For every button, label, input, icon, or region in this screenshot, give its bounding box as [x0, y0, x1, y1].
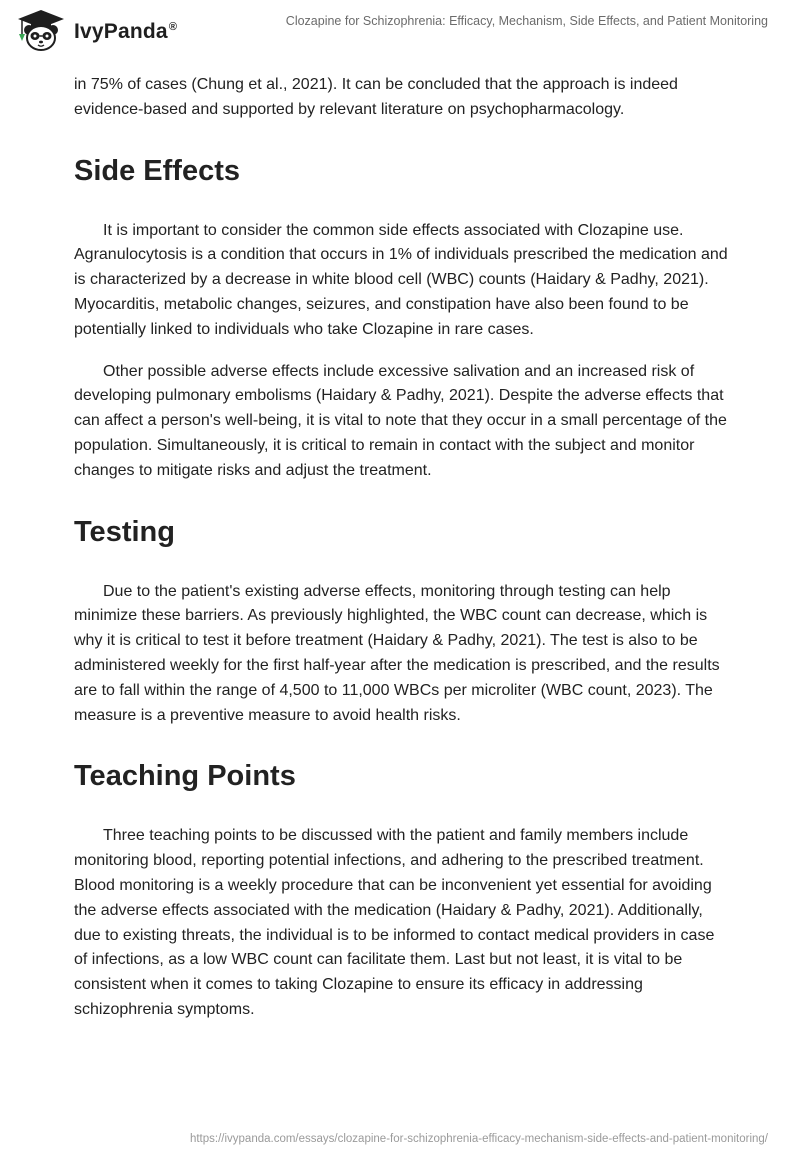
intro-paragraph: in 75% of cases (Chung et al., 2021). It can be concluded that the approach is indeed evidence-based and supported by relevant literature on psychopharmacology. [74, 76, 678, 118]
section-heading-teaching-points: Teaching Points [74, 760, 296, 793]
panda-logo-icon [14, 8, 68, 52]
section-heading-testing: Testing [74, 515, 175, 548]
logo-text: IvyPanda® [74, 20, 178, 43]
teaching-points-paragraph: Three teaching points to be discussed with the patient and family members include monitoring blood, reporting potential infections, and adhering to the prescribed treatment. Blood monitoring is a weekly procedure that can be inconvenient yet essential for avoiding the adverse effects associated with the medication (Haidary & Padhy, 2021). Additionally, due to existing threats, the individual is to be informed to contact medical providers in case of infections, as a low WBC count can facilitate them. Last but not least, it is vital to be consistent when it comes to taking Clozapine to ensure its efficacy in addressing schizophrenia symptoms. [74, 827, 715, 1018]
ivypanda-logo[interactable] [14, 8, 177, 52]
side-effects-paragraph-1: It is important to consider the common side effects associated with Clozapine use. Agranulocytosis is a condition that occurs in 1% of individuals prescribed the medication and is characterized by a decrease in white blood cell (WBC) counts (Haidary & Padhy, 2021). Myocarditis, metabolic changes, seizures, and constipation have also been found to be potentially linked to individuals who take Clozapine in rare cases. [74, 221, 728, 338]
essay-body [74, 73, 728, 1023]
side-effects-paragraph-2: Other possible adverse effects include excessive salivation and an increased risk of developing pulmonary embolisms (Haidary & Padhy, 2021). Despite the adverse effects that can affect a person's well-being, it is vital to note that they occur in a small percentage of the population. Simultaneously, it is critical to remain in contact with the subject and monitor changes to mitigate risks and adjust the treatment. [74, 362, 727, 479]
page-header [0, 0, 800, 60]
testing-paragraph: Due to the patient's existing adverse effects, monitoring through testing can help minimize these barriers. As previously highlighted, the WBC count can decrease, which is why it is critical to test it before treatment (Haidary & Padhy, 2021). The test is also to be administered weekly for the first half-year after the medication is prescribed, and the results are to fall within the range of 4,500 to 11,000 WBCs per microliter (WBC count, 2023). The measure is a preventive measure to avoid health risks. [74, 582, 720, 724]
document-title: Clozapine for Schizophrenia: Efficacy, Mechanism, Side Effects, and Patient Monitoring [285, 14, 768, 28]
section-heading-side-effects: Side Effects [74, 154, 240, 187]
registered-mark: ® [168, 21, 178, 33]
source-url-link[interactable]: https://ivypanda.com/essays/clozapine-for-schizophrenia-efficacy-mechanism-side-effects-and-patient-monitoring/ [189, 1133, 768, 1145]
